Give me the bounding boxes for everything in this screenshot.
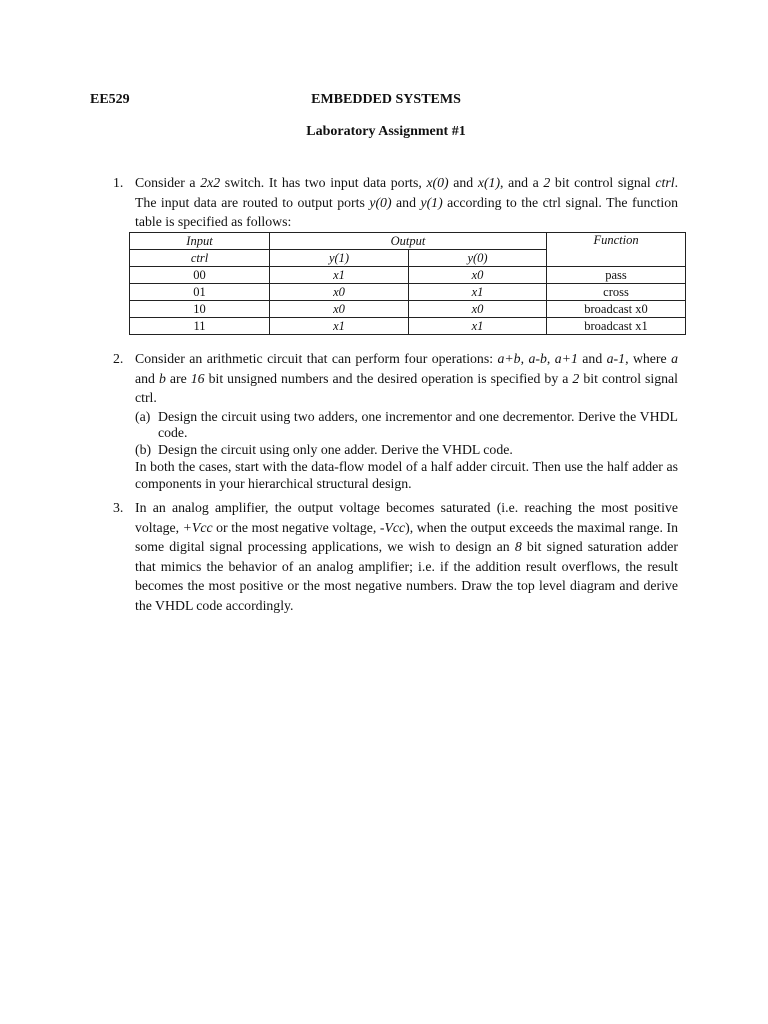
part-a-label: (a) [135, 408, 151, 424]
question-number: 3. [113, 500, 124, 515]
question-number: 1. [113, 175, 124, 190]
part-b-label: (b) [135, 441, 152, 457]
cell-y1: x1 [270, 318, 409, 335]
question-2-note: In both the cases, start with the data-flow model of a half adder circuit. Then use the half adder as components in your hierarchical structural design. [135, 458, 678, 491]
question-2-part-a [135, 409, 678, 441]
header-y0: y(0) [409, 250, 547, 267]
table-row [130, 267, 686, 284]
cell-y0: x0 [409, 301, 547, 318]
header-input: Input [130, 233, 270, 250]
question-2 [113, 349, 678, 492]
table-row [130, 284, 686, 301]
question-2-text: Consider an arithmetic circuit that can perform four operations: a+b, a-b, a+1 and a-1, where a and b are 16 bit unsigned numbers and the desired operation is specified by a 2 bit control signal ctrl. [135, 351, 679, 405]
header-output: Output [270, 233, 547, 250]
cell-function: broadcast x0 [547, 301, 686, 318]
cell-y1: x0 [270, 284, 409, 301]
cell-y1: x1 [270, 267, 409, 284]
header-function: Function [547, 233, 686, 267]
question-2-part-b [135, 442, 678, 458]
question-3 [113, 498, 678, 615]
cell-function: broadcast x1 [547, 318, 686, 335]
cell-ctrl: 01 [130, 284, 270, 301]
header-ctrl: ctrl [130, 250, 270, 267]
cell-ctrl: 10 [130, 301, 270, 318]
cell-y0: x0 [409, 267, 547, 284]
question-3-text: In an analog amplifier, the output voltage becomes saturated (i.e. reaching the most positive voltage, +Vcc or the most negative voltage, -Vcc), when the output exceeds the maximal range. In some digital signal processing applications, we wish to design an 8 bit signed saturation adder that mimics the behavior of an analog amplifier; i.e. if the addition result overflows, the result becomes the most positive or the most negative numbers. Draw the top level diagram and derive the VHDL code accordingly. [135, 500, 678, 613]
part-a-text: Design the circuit using two adders, one incrementor and one decrementor. Derive the VHDL code. [158, 408, 678, 440]
question-1-text: Consider a 2x2 switch. It has two input data ports, x(0) and x(1), and a 2 bit control signal ctrl. The input data are routed to output ports y(0) and y(1) according to the ctrl signal. The function table is specified as follows: [135, 175, 679, 229]
cell-y0: x1 [409, 318, 547, 335]
cell-ctrl: 00 [130, 267, 270, 284]
table-row [130, 301, 686, 318]
table-row [130, 318, 686, 335]
assignment-title: Laboratory Assignment #1 [306, 124, 466, 139]
part-b-text: Design the circuit using only one adder. Derive the VHDL code. [158, 441, 513, 457]
cell-y1: x0 [270, 301, 409, 318]
question-1 [113, 173, 678, 232]
cell-function: cross [547, 284, 686, 301]
document-title: EMBEDDED SYSTEMS [311, 92, 461, 107]
header-y1: y(1) [270, 250, 409, 267]
function-table [129, 232, 686, 335]
course-code: EE529 [90, 92, 130, 107]
cell-y0: x1 [409, 284, 547, 301]
question-number: 2. [113, 351, 124, 366]
cell-function: pass [547, 267, 686, 284]
cell-ctrl: 11 [130, 318, 270, 335]
